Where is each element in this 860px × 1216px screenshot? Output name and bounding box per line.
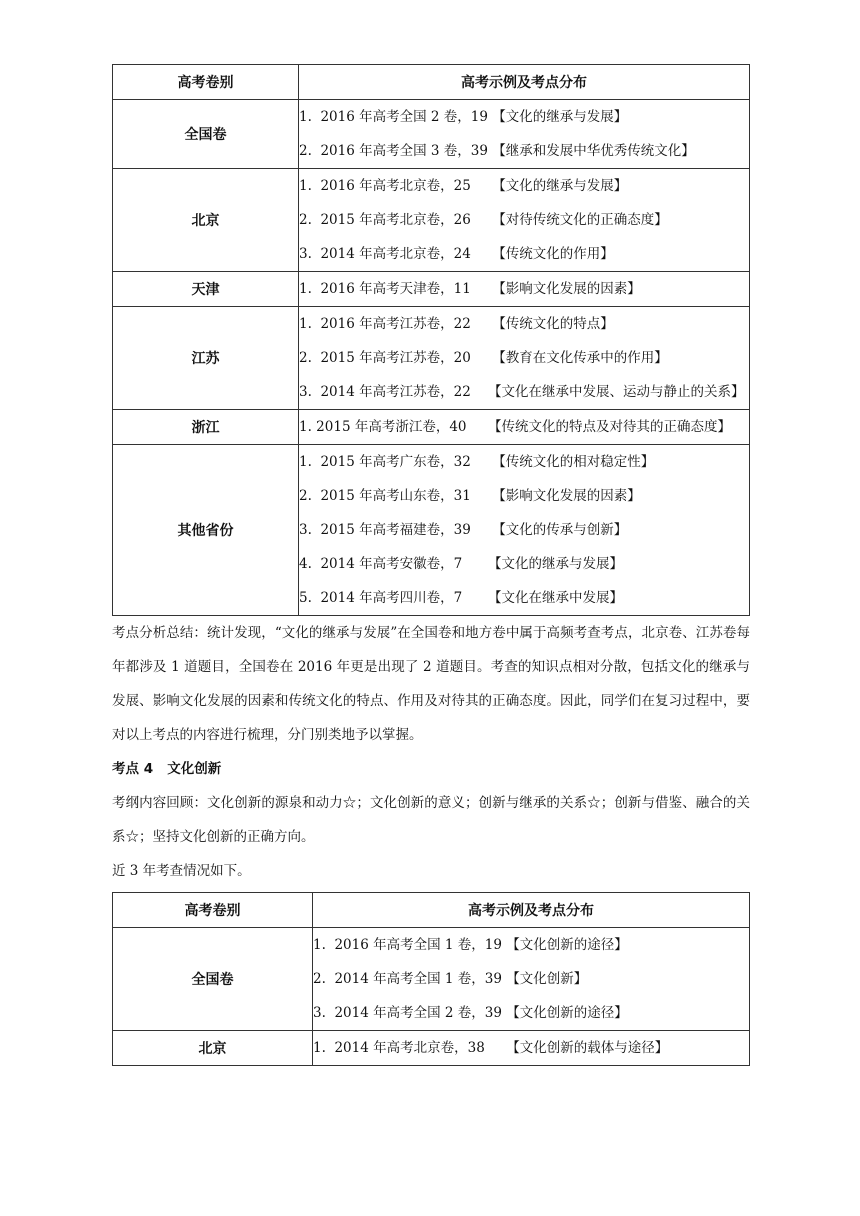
section-heading: 考点 4 文化创新 [112,761,222,777]
region-cell: 全国卷 [113,928,313,1031]
table-row [113,272,750,307]
exam-item: 1. 2016 年高考全国 2 卷，19 【文化的继承与发展】 [299,109,628,125]
header-exam-type: 高考卷别 [113,65,299,100]
exam-item: 1. 2016 年高考北京卷，25 【文化的继承与发展】 [299,178,628,194]
table-row [113,928,750,1031]
exam-item: 4. 2014 年高考安徽卷，7 【文化的继承与发展】 [299,556,623,572]
exam-table-2 [112,892,750,1066]
examples-cell [299,272,750,307]
exam-item: 2. 2014 年高考全国 1 卷，39 【文化创新】 [313,971,588,987]
table-body [113,928,750,1066]
exam-item: 2. 2015 年高考山东卷，31 【影响文化发展的因素】 [299,488,641,504]
exam-item: 1. 2016 年高考全国 1 卷，19 【文化创新的途径】 [313,937,628,953]
region-cell: 全国卷 [113,100,299,169]
exam-item: 3. 2015 年高考福建卷，39 【文化的传承与创新】 [299,522,628,538]
exam-item: 1. 2016 年高考天津卷，11 【影响文化发展的因素】 [299,281,641,297]
table-row [113,307,750,410]
exam-item: 1. 2015 年高考浙江卷，40 【传统文化的特点及对待其的正确态度】 [299,419,731,435]
exam-item: 3. 2014 年高考北京卷，24 【传统文化的作用】 [299,246,614,262]
intro-line: 近 3 年考查情况如下。 [112,863,251,879]
examples-cell [299,307,750,410]
exam-item: 2. 2015 年高考北京卷，26 【对待传统文化的正确态度】 [299,212,668,228]
table-row [113,445,750,616]
exam-item: 1. 2014 年高考北京卷，38 【文化创新的载体与途径】 [313,1040,669,1056]
region-cell: 北京 [113,169,299,272]
exam-table-1 [112,64,750,616]
table-header-row [113,65,750,100]
region-cell: 天津 [113,272,299,307]
region-cell: 浙江 [113,410,299,445]
exam-item: 1. 2016 年高考江苏卷，22 【传统文化的特点】 [299,316,614,332]
examples-cell [299,445,750,616]
table-body [113,100,750,616]
exam-item: 3. 2014 年高考全国 2 卷，39 【文化创新的途径】 [313,1005,628,1021]
region-cell: 其他省份 [113,445,299,616]
header-exam-type: 高考卷别 [113,893,313,928]
table-row [113,1031,750,1066]
examples-cell [299,169,750,272]
table-header-row [113,893,750,928]
region-cell: 江苏 [113,307,299,410]
exam-item: 3. 2014 年高考江苏卷，22 【文化在继承中发展、运动与静止的关系】 [299,384,745,400]
summary-paragraph: 考点分析总结：统计发现，“文化的继承与发展”在全国卷和地方卷中属于高频考查考点，北京卷、江苏卷每年都涉及 1 道题目，全国卷在 2016 年更是出现了 2 道题目。考查的知识点相对分散，包括文化的继承与发展、影响文化发展的因素和传统文化的特点、作用及对待其的正确态度。因此，同学们在复习过程中，要对以上考点的内容进行梳理，分门别类地予以掌握。 [112,625,750,743]
examples-cell [313,928,750,1031]
header-examples: 高考示例及考点分布 [313,893,750,928]
examples-cell [313,1031,750,1066]
examples-cell [299,100,750,169]
document-page [112,64,750,1066]
header-examples: 高考示例及考点分布 [299,65,750,100]
region-cell: 北京 [113,1031,313,1066]
exam-item: 2. 2015 年高考江苏卷，20 【教育在文化传承中的作用】 [299,350,668,366]
table-row [113,100,750,169]
table-row [113,169,750,272]
outline-paragraph: 考纲内容回顾：文化创新的源泉和动力☆；文化创新的意义；创新与继承的关系☆；创新与借鉴、融合的关系☆；坚持文化创新的正确方向。 [112,795,750,845]
examples-cell [299,410,750,445]
table-row [113,410,750,445]
exam-item: 5. 2014 年高考四川卷，7 【文化在继承中发展】 [299,590,623,606]
exam-item: 1. 2015 年高考广东卷，32 【传统文化的相对稳定性】 [299,454,655,470]
exam-item: 2. 2016 年高考全国 3 卷，39 【继承和发展中华优秀传统文化】 [299,143,695,159]
